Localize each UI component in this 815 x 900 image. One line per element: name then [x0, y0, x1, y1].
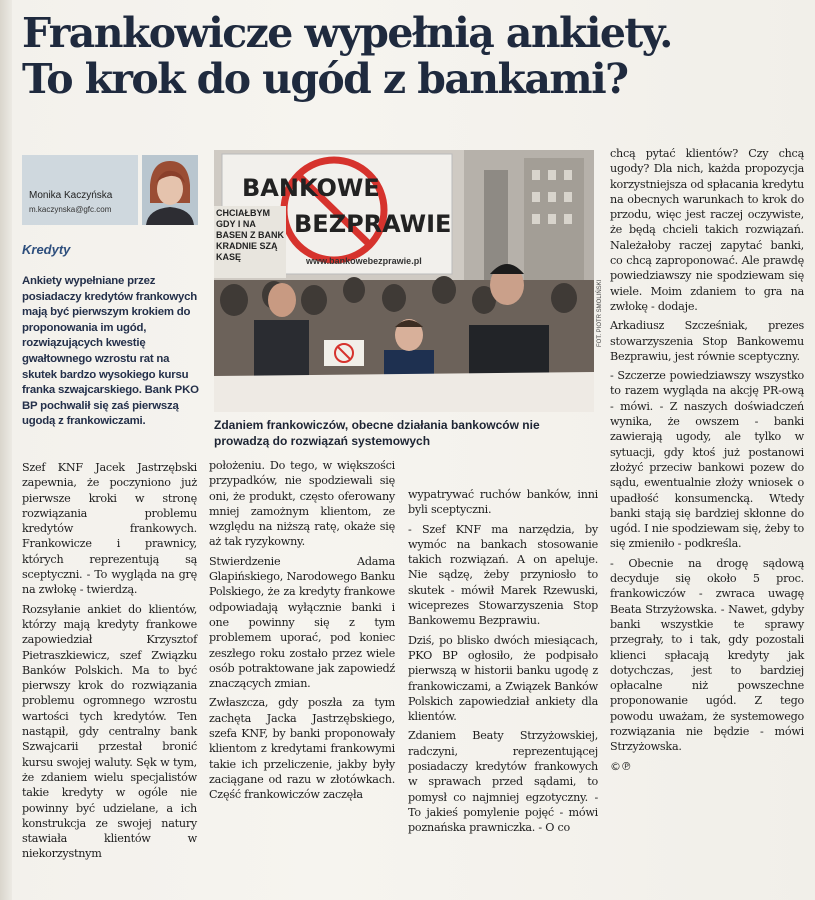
- headline-line-2: To krok do ugód z bankami?: [22, 55, 628, 103]
- paragraph: wypatrywać ruchów banków, inni byli sceptyczni.: [408, 488, 598, 517]
- headline-line-1: Frankowicze wypełnią ankiety.: [22, 9, 672, 57]
- section-label: Kredyty: [22, 242, 71, 257]
- paragraph: Zwłaszcza, gdy poszła za tym zachęta Jacka Jastrzębskiego, szefa KNF, by banki proponowały klientom z kredytami frankowymi takie ich przeliczenie, jakby były zaciągane od razu w złotówkach. Część frankowiczów zaczęła: [209, 696, 395, 802]
- adjacent-page-edge: [0, 0, 12, 900]
- paragraph: Stwierdzenie Adama Glapińskiego, Narodowego Banku Polskiego, że za kredyty frankowe odpowiadają wyłącznie banki i one powinny się z tym problemem uporać, pod koniec zeszłego roku zostało przez wiele osób potraktowane jak zapowiedź znaczących zmian.: [209, 554, 395, 691]
- text-column-3: [408, 487, 598, 836]
- paragraph: położeniu. Do tego, w większości przypadków, nie spodziewali się oni, że produkt, często oferowany mniej zamożnym klientom, ze względu na niższą ratę, okaże się aż tak ryzykowny.: [209, 459, 395, 549]
- photo-caption: Zdaniem frankowiczów, obecne działania bankowców nie prowadzą do rozwiązań systemowych: [214, 418, 540, 448]
- text-column-1: [22, 460, 197, 862]
- paragraph: Szef KNF Jacek Jastrzębski zapewnia, że poczyniono już pierwsze kroki w stronę rozwiązania problemu kredytów frankowych. Frankowicze i prawnicy, których reprezentują są sceptyczni. - To wygląda na grę na zwłokę - twierdzą.: [22, 461, 197, 597]
- author-photo: [142, 155, 198, 225]
- banner-line-1: BANKOWE: [242, 174, 380, 202]
- author-name: Monika Kaczyńska: [29, 190, 113, 201]
- paragraph: - Obecnie na drogę sądową decyduje się około 5 proc. frankowiczów - zwraca uwagę Beata Strzyżowska. - Nawet, gdyby banki wszystkie te sprawy przegrały, to i tak, gdy pozostali klienci spłacają kredyty jak dotychczas, jest to bardziej opłacalne niż powszechne proponowanie ugód. Z tego powodu uważam, że systemowego rozwiązania nie będzie - mówi Strzyżowska.: [610, 556, 804, 754]
- author-email: m.kaczynska@gfc.com: [29, 205, 112, 214]
- paragraph: - Szczerze powiedziawszy wszystko to razem wygląda na akcję PR-ową - mówi. - Z naszych doświadczeń wynika, że owszem - banki zawierają ugody, ale tylko w sytuacji, gdy ktoś już postanowi złożyć przeciw bankowi pozew do sądu, ewentualnie złoży wniosek o upadłość konsumencką. Wtedy banki stają się bardziej skłonne do ugód. I nie spodziewam się, żeby to się zmieniło - podkreśla.: [610, 369, 804, 551]
- paragraph: Zdaniem Beaty Strzyżowskiej, radczyni, reprezentującej posiadaczy kredytów frankowych w sprawach przed sądami, to pomysł co najmniej egzotyczny. - To jakieś pomylenie pojęć - mówi poznańska prawniczka. - O co: [408, 729, 598, 835]
- photo-credit: FOT. PIOTR SMOLIŃSKI: [597, 279, 603, 347]
- protest-photo: [214, 150, 594, 412]
- lead-paragraph: Ankiety wypełniane przez posiadaczy kredytów frankowych mają być pierwszym krokiem do proponowania im ugód, rozwiązujących kwestię gwałtownego wzrostu rat na skutek bardzo wysokiego kursu franka szwajcarskiego. Bank PKO BP pochwalił się zaś pierwszą ugodą z frankowiczami.: [22, 275, 199, 428]
- article-headline: [22, 10, 802, 102]
- banner-url: www.bankowebezprawie.pl: [306, 256, 422, 266]
- paragraph: Rozsyłanie ankiet do klientów, którzy mają kredyty frankowe zapowiedział Krzysztof Pietraszkiewicz, szef Związku Banków Polskich. Ma to być pierwszy krok do rozwiązania problemu ogromnego wzrostu wartości tych kredytów. Ten nastąpił, gdy centralny bank Szwajcarii przestał bronić kursu swojej waluty. Sęk w tym, że zdaniem wielu specjalistów takie kredyty w ogóle nie powinny być udzielane, a ich konstrukcja ze swojej natury stawiała klientów w niekorzystnym: [22, 602, 197, 861]
- end-mark-icon: ©℗: [610, 759, 632, 773]
- banner-line-2: BEZPRAWIE: [294, 210, 452, 238]
- paragraph: Arkadiusz Szcześniak, prezes stowarzyszenia Stop Bankowemu Bezprawiu, jest równie sceptyczny.: [610, 319, 804, 363]
- paragraph: - Szef KNF ma narzędzia, by wymóc na bankach stosowanie takich rozwiązań. A on apeluje. Nie sądzę, żeby przyniosło to skutek - mówił Marek Rzewuski, wiceprezes Stowarzyszenia Stop Bankowemu Bezprawiu.: [408, 522, 598, 628]
- text-column-4: [610, 146, 804, 774]
- text-column-2: [209, 458, 395, 803]
- paragraph: Dziś, po blisko dwóch miesiącach, PKO BP ogłosiło, że podpisało pierwszą w historii banku ugodę z frankowiczami, a Związek Banków Polskich zapowiedział ankiety dla klientów.: [408, 633, 598, 724]
- paragraph: chcą pytać klientów? Czy chcą ugody? Dla nich, każda propozycja korzystniejsza od spłacania kredytu na obecnych warunkach to krok do przodu, więc jest raczej oczywiste, że będą chcieli takich rozwiązań. Należałoby raczej zapytać banki, co chcą zaproponować. Ale prawdę powiedziawszy nie spodziewam się wiele. Moim zdaniem to gra na zwłokę - dodaje.: [610, 147, 804, 313]
- protest-sign-text: CHCIAŁBYM GDY I NA BASEN Z BANK KRADNIE SZĄ KASĘ: [216, 208, 284, 262]
